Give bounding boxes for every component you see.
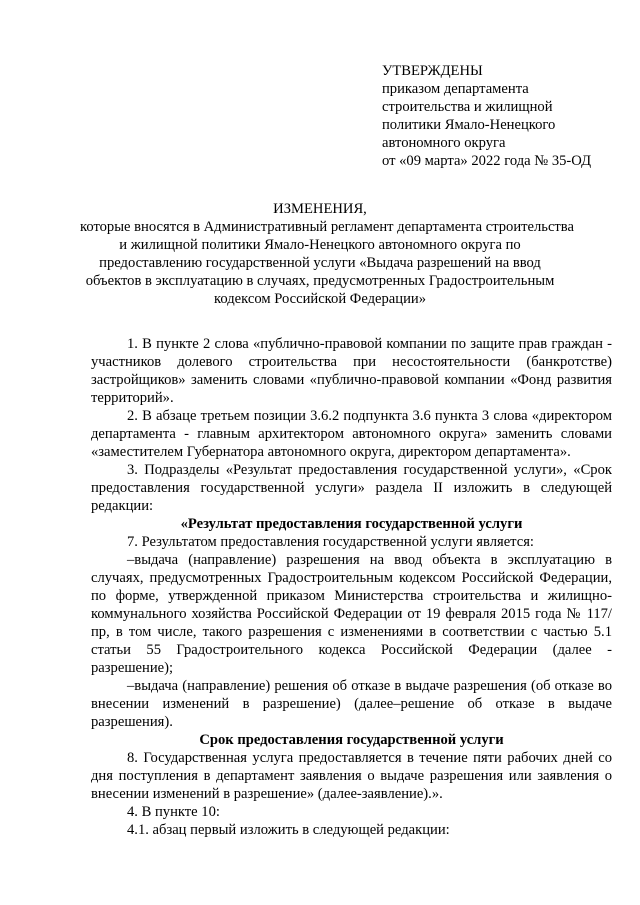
approval-line: автономного округа (382, 135, 506, 151)
document-title-block (80, 200, 574, 308)
approval-line: строительства и жилищной (382, 99, 553, 115)
title-line: и жилищной политики Ямало-Ненецкого автономного округа по (119, 237, 521, 253)
approval-line: приказом департамента (382, 81, 529, 97)
paragraph-7: 7. Результатом предоставления государственной услуги является: (127, 534, 534, 550)
title-line: кодексом Российской Федерации» (213, 291, 427, 307)
section-heading-result: «Результат предоставления государственной услуги (180, 516, 523, 532)
section-heading-term: Срок предоставления государственной услуги (199, 732, 504, 748)
paragraph-issuance: –выдача (направление) разрешения на ввод объекта в эксплуатацию в случаях, предусмотренных Градостроительным кодексом Российской Федерации, по форме, утвержденной приказом Министерства строительства и жилищно-коммунального хозяйства Российской Федерации от 19 февраля 2015 года № 117/пр, в том числе, такого разрешения с изменениями в соответствии с частью 5.1 статьи 55 Градостроительного кодекса Российской Федерации (далее - разрешение); (91, 552, 612, 676)
paragraph-4-1: 4.1. абзац первый изложить в следующей редакции: (127, 822, 450, 838)
approval-stamp-block (382, 62, 632, 170)
paragraph-refusal: –выдача (направление) решения об отказе в выдаче разрешения (об отказе во внесении изменений в разрешение) (далее–решение об отказе в выдаче разрешения). (91, 678, 612, 730)
paragraph-1: 1. В пункте 2 слова «публично-правовой компании по защите прав граждан - участников долевого строительства при несостоятельности (банкротстве) застройщиков» заменить словами «публично-правовой компании «Фонд развития территорий». (91, 336, 612, 406)
title-line: предоставлению государственной услуги «Выдача разрешений на ввод (99, 255, 541, 271)
approval-line: УТВЕРЖДЕНЫ (382, 63, 483, 79)
paragraph-4: 4. В пункте 10: (127, 804, 220, 820)
paragraph-8: 8. Государственная услуга предоставляется в течение пяти рабочих дней со дня поступления в департамент заявления о выдаче разрешения или заявления о внесении изменений в разрешение» (далее-заявление).». (91, 750, 612, 802)
paragraph-3: 3. Подразделы «Результат предоставления государственной услуги», «Срок предоставления государственной услуги» раздела II изложить в следующей редакции: (91, 462, 612, 514)
approval-line: от «09 марта» 2022 года № 35-ОД (382, 153, 592, 169)
document-title: ИЗМЕНЕНИЯ, (273, 201, 367, 217)
title-line: объектов в эксплуатацию в случаях, предусмотренных Градостроительным (85, 273, 555, 289)
document-body (91, 335, 612, 839)
title-line: которые вносятся в Административный регламент департамента строительства (80, 219, 574, 235)
approval-line: политики Ямало-Ненецкого (382, 117, 556, 133)
paragraph-2: 2. В абзаце третьем позиции 3.6.2 подпункта 3.6 пункта 3 слова «директором департамента - главным архитектором автономного округа» заменить словами «заместителем Губернатора автономного округа, директором департамента». (91, 408, 612, 460)
